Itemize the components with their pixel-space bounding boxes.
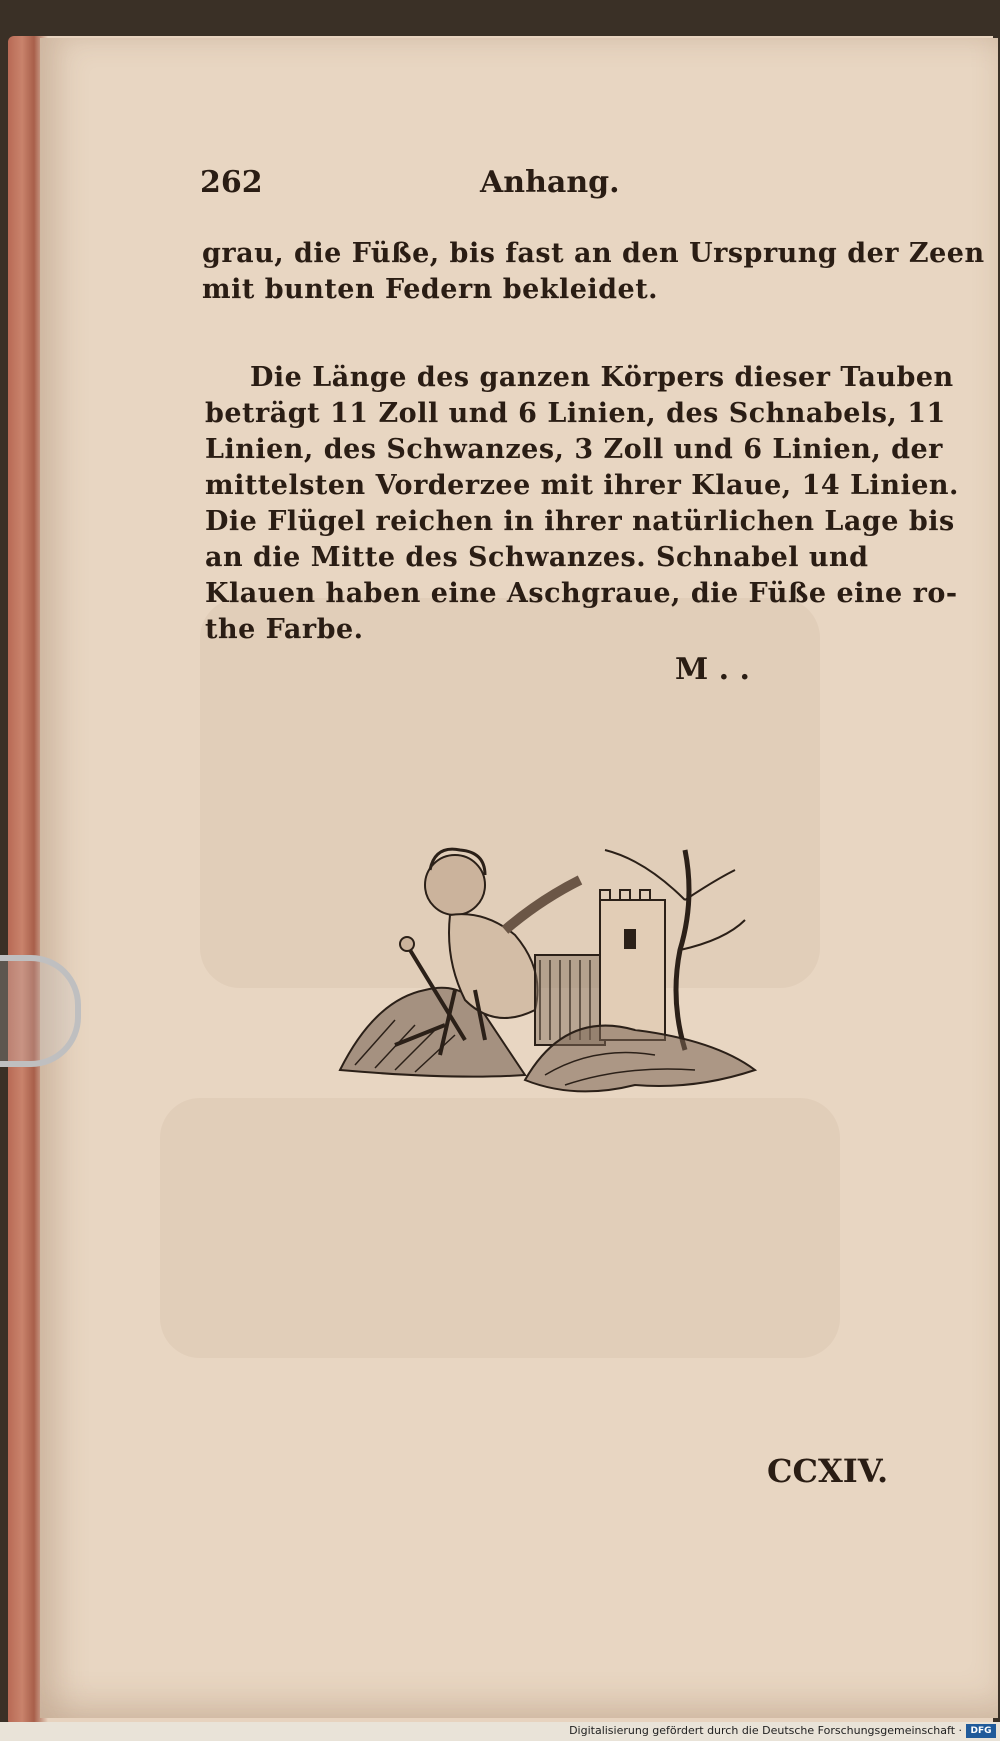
woodcut-vignette-illustration (335, 840, 765, 1110)
text-line: Klauen haben eine Aschgraue, die Füße eine ro- (205, 578, 958, 609)
text-line: Linien, des Schwanzes, 3 Zoll und 6 Linien, der (205, 434, 943, 465)
show-through (160, 1098, 840, 1358)
text-line: beträgt 11 Zoll und 6 Linien, des Schnabels, 11 (205, 398, 946, 429)
text-line: Die Flügel reichen in ihrer natürlichen Lage bis (205, 506, 955, 537)
text-line: grau, die Füße, bis fast an den Ursprung der Zeen (202, 238, 985, 269)
text-line: the Farbe. (205, 614, 364, 645)
signature-mark: M . . (675, 652, 750, 687)
text-line: mittelsten Vorderzee mit ihrer Klaue, 14 Linien. (205, 470, 959, 501)
running-title: Anhang. (480, 165, 620, 200)
dfg-logo: DFG (966, 1724, 996, 1738)
running-head (200, 165, 890, 205)
footer-credit: Digitalisierung gefördert durch die Deutsche Forschungsgemeinschaft · (569, 1724, 962, 1737)
text-line: mit bunten Federn bekleidet. (202, 274, 659, 305)
footer-bar (0, 1722, 1000, 1741)
page-number: 262 (200, 165, 263, 200)
text-line: Die Länge des ganzen Körpers dieser Tauben (250, 362, 954, 393)
text-line: an die Mitte des Schwanzes. Schnabel und (205, 542, 869, 573)
catchword: CCXIV. (767, 1452, 889, 1490)
